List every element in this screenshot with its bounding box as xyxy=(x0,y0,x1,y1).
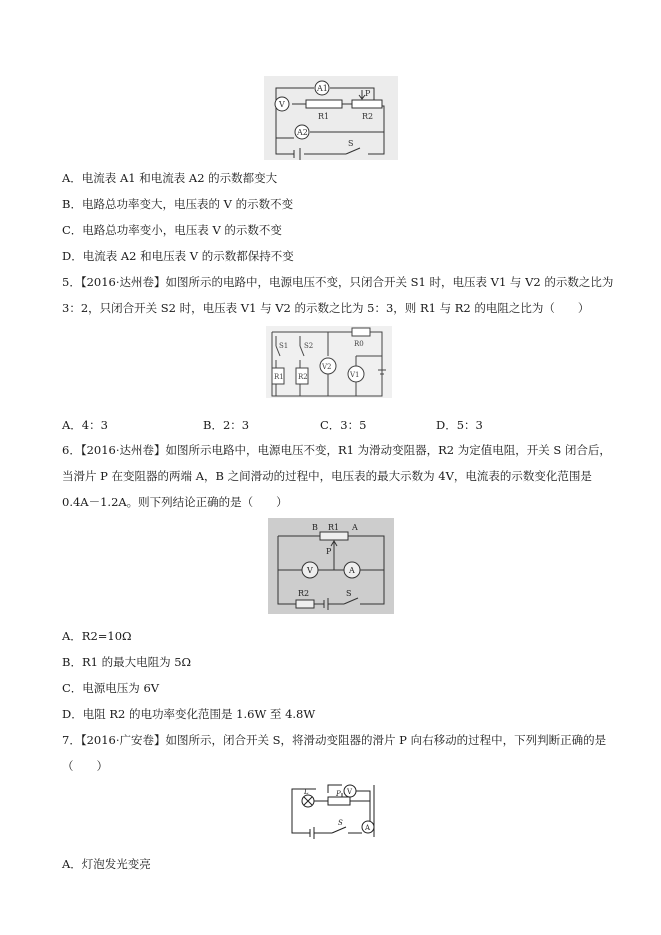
q4-fig-a2-label: A2 xyxy=(297,128,308,137)
q6-stem-line3: 0.4A－1.2A。则下列结论正确的是（ ） xyxy=(62,495,288,509)
q4-fig-a1-label: A1 xyxy=(317,84,328,93)
q6-option-a: A．R2=10Ω xyxy=(62,629,132,643)
q5-stem-line2: 3：2，只闭合开关 S2 时，电压表 V1 与 V2 的示数之比为 5：3，则 R1 与 R2 的电阻之比为（ ） xyxy=(62,301,590,315)
q6-fig-r2-label: R2 xyxy=(298,589,310,598)
q6-circuit-figure xyxy=(268,518,394,614)
q5-fig-v2-label: V2 xyxy=(322,363,332,371)
q5-option-a: A．4：3 xyxy=(62,418,108,432)
q6-option-d: D．电阻 R2 的电功率变化范围是 1.6W 至 4.8W xyxy=(62,707,316,721)
q4-option-c: C．电路总功率变小，电压表 V 的示数不变 xyxy=(62,223,282,237)
q5-option-b: B．2：3 xyxy=(203,418,250,432)
q7-fig-v-label: V xyxy=(347,788,353,796)
q7-fig-l-label: L xyxy=(304,788,309,796)
q6-option-c: C．电源电压为 6V xyxy=(62,681,160,695)
q4-fig-p-label: P xyxy=(365,89,371,98)
q5-stem-line1: 5．【2016·达州卷】如图所示的电路中，电源电压不变，只闭合开关 S1 时，电压表 V1 与 V2 的示数之比为 xyxy=(62,275,614,289)
q5-fig-r0-label: R0 xyxy=(354,340,364,348)
q6-option-b: B．R1 的最大电阻为 5Ω xyxy=(62,655,192,669)
q6-stem-line1: 6．【2016·达州卷】如图所示电路中，电源电压不变，R1 为滑动变阻器，R2 为定值电阻，开关 S 闭合后， xyxy=(62,443,611,457)
q6-fig-v-label: V xyxy=(307,566,313,575)
q5-fig-s2-label: S2 xyxy=(304,342,314,350)
q6-fig-p-label: P xyxy=(326,547,332,556)
q5-fig-s1-label: S1 xyxy=(279,342,289,350)
q6-fig-b-label: B xyxy=(312,523,318,532)
q7-stem-line1: 7．【2016·广安卷】如图所示，闭合开关 S，将滑动变阻器的滑片 P 向右移动的过程中，下列判断正确的是 xyxy=(62,733,607,747)
q5-fig-r1-label: R1 xyxy=(274,373,284,381)
q7-stem-line2: （ ） xyxy=(62,759,108,773)
q4-option-a: A．电流表 A1 和电流表 A2 的示数都变大 xyxy=(62,171,278,185)
q4-fig-v-label: V xyxy=(279,100,285,109)
q5-fig-v1-label: V1 xyxy=(350,371,360,379)
q4-fig-r1-label: R1 xyxy=(318,112,330,121)
q4-circuit-figure xyxy=(264,76,398,160)
q5-option-d: D．5：3 xyxy=(436,418,483,432)
q5-fig-r2-label: R2 xyxy=(298,373,308,381)
q7-circuit-figure xyxy=(288,783,388,839)
q4-fig-r2-label: R2 xyxy=(362,112,374,121)
q5-option-c: C．3：5 xyxy=(320,418,367,432)
q4-option-d: D．电流表 A2 和电压表 V 的示数都保持不变 xyxy=(62,249,294,263)
q5-circuit-figure xyxy=(266,326,392,398)
q4-option-b: B．电路总功率变大，电压表的 V 的示数不变 xyxy=(62,197,294,211)
q6-fig-s-label: S xyxy=(346,589,352,598)
q7-fig-p-label: P xyxy=(336,790,341,798)
q6-fig-ammeter-label: A xyxy=(349,566,355,575)
q6-fig-r1-label: R1 xyxy=(328,523,340,532)
q7-fig-s-label: S xyxy=(338,819,343,827)
q4-fig-s-label: S xyxy=(348,139,354,148)
q7-fig-a-label: A xyxy=(365,824,371,832)
q6-fig-a-label: A xyxy=(352,523,358,532)
q7-option-a: A．灯泡发光变亮 xyxy=(62,857,151,871)
q6-stem-line2: 当滑片 P 在变阻器的两端 A，B 之间滑动的过程中，电压表的最大示数为 4V，电流表的示数变化范围是 xyxy=(62,469,592,483)
